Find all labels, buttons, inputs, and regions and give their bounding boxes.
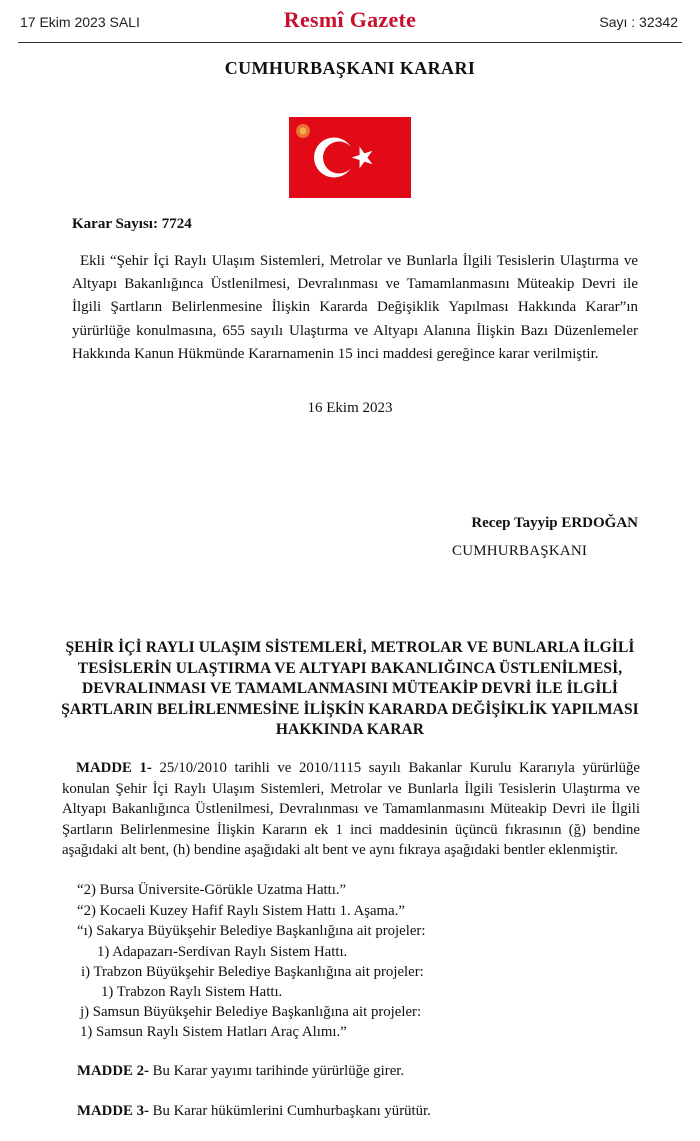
list-item: 1) Samsun Raylı Sistem Hatları Araç Alımı.” (80, 1024, 347, 1040)
list-item: “2) Kocaeli Kuzey Hafif Raylı Sistem Hattı 1. Aşama.” (77, 903, 405, 919)
list-item: “ı) Sakarya Büyükşehir Belediye Başkanlığına ait projeler: (77, 923, 426, 939)
article-1-text: 25/10/2010 tarihli ve 2010/1115 sayılı Bakanlar Kurulu Kararıyla yürürlüğe konulan Şehir İçi Raylı Ulaşım Sistemleri, Metrolar ve Bunlarla İlgili Tesislerin Ulaştırma ve Altyapı Bakanlığınca Üstlenilmesi, Devralınması ve Tamamlanmasını Müteakip Devri ile İlgili Şartların Belirlenmesine İlişkin Kararın ek 1 inci maddesinin üçüncü fıkrasının (ğ) bendine aşağıdaki alt bent, (h) bendine aşağıdaki alt bent ve aynı fıkraya aşağıdaki bentler eklenmiştir. (62, 760, 640, 858)
intro-paragraph: Ekli “Şehir İçi Raylı Ulaşım Sistemleri, Metrolar ve Bunlarla İlgili Tesislerin Ulaştırma ve Altyapı Bakanlığınca Üstlenilmesi, Devralınması ve Tamamlanmasını Müteakip Devri ile İlgili Şartların Belirlenmesine İlişkin Kararda Değişiklik Yapılması Hakkında Karar”ın yürürlüğe konulmasına, 655 sayılı Ulaştırma ve Altyapı Alanına İlişkin Bazı Düzenlemeler Hakkında Kanun Hükmünde Kararnamenin 15 inci maddesi gereğince karar verilmiştir. (72, 253, 638, 362)
signer-first-name: Recep Tayyip (471, 515, 562, 531)
header-divider (18, 42, 682, 43)
article-3-text: Bu Karar hükümlerini Cumhurbaşkanı yürütür. (152, 1103, 431, 1119)
signer-title: CUMHURBAŞKANI (452, 543, 588, 559)
article-3-label: MADDE 3- (77, 1103, 149, 1119)
decision-date: 16 Ekim 2023 (307, 400, 393, 416)
document-heading: CUMHURBAŞKANI KARARI (224, 58, 476, 78)
signer-name (471, 515, 638, 532)
article-2-label: MADDE 2- (77, 1063, 149, 1079)
issue-number: Sayı : 32342 (599, 14, 678, 30)
article-3 (77, 1103, 431, 1120)
list-item: j) Samsun Büyükşehir Belediye Başkanlığına ait projeler: (80, 1004, 422, 1020)
list-item: 1) Adapazarı-Serdivan Raylı Sistem Hattı. (97, 944, 348, 960)
decision-number: Karar Sayısı: 7724 (72, 216, 192, 232)
gazette-title: Resmî Gazete (283, 7, 417, 32)
signer-last-name: ERDOĞAN (561, 515, 638, 531)
list-item: 1) Trabzon Raylı Sistem Hattı. (101, 984, 283, 1000)
turkish-flag-icon (289, 117, 411, 198)
article-2-text: Bu Karar yayımı tarihinde yürürlüğe girer. (152, 1063, 405, 1079)
article-1 (62, 758, 640, 861)
article-1-label: MADDE 1- (76, 760, 152, 776)
list-item: “2) Bursa Üniversite-Görükle Uzatma Hattı.” (77, 882, 347, 898)
list-item: i) Trabzon Büyükşehir Belediye Başkanlığına ait projeler: (81, 964, 424, 980)
article-2 (77, 1063, 404, 1080)
emblem-sun-icon (289, 117, 317, 145)
publication-date: 17 Ekim 2023 SALI (20, 14, 140, 30)
decree-title: ŞEHİR İÇİ RAYLI ULAŞIM SİSTEMLERİ, METROLAR VE BUNLARLA İLGİLİ TESİSLERİN ULAŞTIRMA VE ALTYAPI BAKANLIĞINCA ÜSTLENİLMESİ, DEVRALINMASI VE TAMAMLANMASINI MÜTEAKİP DEVRİ İLE İLGİLİ ŞARTLARIN BELİRLENMESİNE İLİŞKİN KARARDA DEĞİŞİKLİK YAPILMASI HAKKINDA KARAR (61, 639, 639, 739)
